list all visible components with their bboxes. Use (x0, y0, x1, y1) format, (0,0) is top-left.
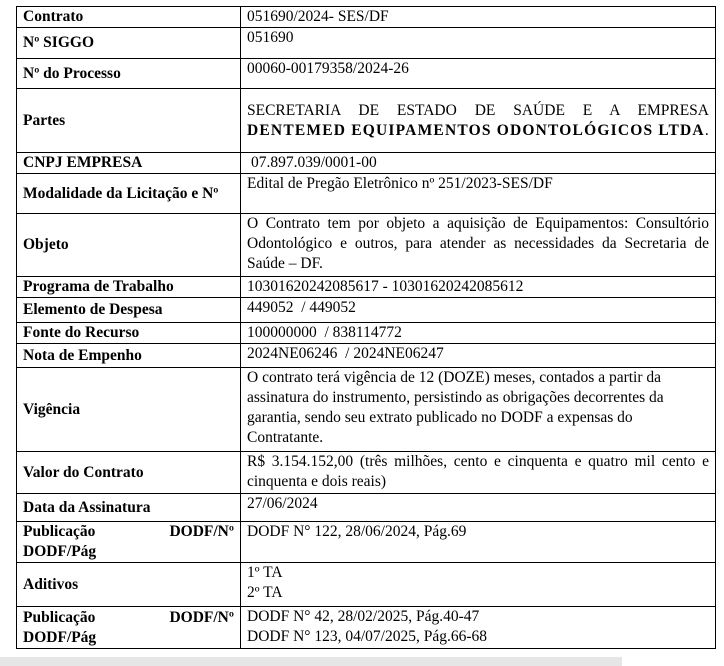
row-aditivos (17, 563, 716, 607)
value-vigencia: O contrato terá vigência de 12 (DOZE) meses, contados a partir da assinatura do instrumento, persistindo as obrigações decorrentes da garantia, sendo seu extrato publicado no DODF a expensas do Contratante. (241, 368, 716, 452)
value-empenho: 2024NE06246 / 2024NE06247 (241, 344, 716, 368)
contract-summary-table (16, 6, 716, 649)
aditivo-1: 1º TA (247, 564, 283, 581)
publicacao-2-value-2: DODF N° 123, 04/07/2025, Pág.66-68 (247, 628, 487, 645)
label-contrato: Contrato (17, 7, 241, 28)
value-objeto: O Contrato tem por objeto a aquisição de Equipamentos: Consultório Odontológico e outros, para atender as necessidades da Secretaria de Saúde – DF. (241, 214, 716, 277)
value-publicacao-1: DODF N° 122, 28/06/2024, Pág.69 (241, 522, 716, 563)
publicacao-1-right: DODF/Nº (169, 523, 234, 540)
value-siggo: 051690 (241, 28, 716, 59)
label-valor: Valor do Contrato (17, 452, 241, 494)
label-partes: Partes (17, 89, 241, 153)
row-valor (17, 452, 716, 494)
aditivo-2: 2º TA (247, 584, 283, 601)
row-elemento (17, 298, 716, 323)
publicacao-2-left: Publicação (23, 608, 96, 626)
value-partes (241, 89, 716, 153)
label-assinatura: Data da Assinatura (17, 494, 241, 522)
label-elemento: Elemento de Despesa (17, 298, 241, 323)
label-empenho: Nota de Empenho (17, 344, 241, 368)
value-fonte: 100000000 / 838114772 (241, 323, 716, 344)
row-partes (17, 89, 716, 153)
row-publicacao-2 (17, 607, 716, 649)
value-valor: R$ 3.154.152,00 (três milhões, cento e cinquenta e quatro mil cento e cinquenta e dois reais) (241, 452, 716, 494)
row-contrato (17, 7, 716, 28)
value-processo: 00060-00179358/2024-26 (241, 59, 716, 89)
value-aditivos (241, 563, 716, 607)
value-assinatura: 27/06/2024 (241, 494, 716, 522)
label-fonte: Fonte do Recurso (17, 323, 241, 344)
label-publicacao-1 (17, 522, 241, 563)
publicacao-1-line2: DODF/Pág (23, 543, 97, 560)
row-programa (17, 277, 716, 298)
row-assinatura (17, 494, 716, 522)
publicacao-2-value-1: DODF N° 42, 28/02/2025, Pág.40-47 (247, 608, 480, 625)
label-programa: Programa de Trabalho (17, 277, 241, 298)
label-processo: Nº do Processo (17, 59, 241, 89)
row-vigencia (17, 368, 716, 452)
value-modalidade: Edital de Pregão Eletrônico nº 251/2023-SES/DF (241, 174, 716, 214)
partes-company: DENTEMED EQUIPAMENTOS ODONTOLÓGICOS LTDA (247, 121, 705, 139)
label-aditivos: Aditivos (17, 563, 241, 607)
label-vigencia: Vigência (17, 368, 241, 452)
publicacao-2-line2: DODF/Pág (23, 628, 97, 646)
label-modalidade: Modalidade da Licitação e Nº (17, 174, 241, 214)
row-cnpj (17, 153, 716, 174)
value-elemento: 449052 / 449052 (241, 298, 716, 323)
page-bottom-strip (0, 657, 622, 666)
label-objeto: Objeto (17, 214, 241, 277)
row-fonte (17, 323, 716, 344)
publicacao-1-left: Publicação (23, 523, 96, 540)
label-siggo: Nº SIGGO (17, 28, 241, 59)
row-processo (17, 59, 716, 89)
label-cnpj: CNPJ EMPRESA (17, 153, 241, 174)
row-objeto (17, 214, 716, 277)
label-publicacao-2 (17, 607, 241, 649)
row-siggo (17, 28, 716, 59)
row-publicacao-1 (17, 522, 716, 563)
value-publicacao-2 (241, 607, 716, 649)
value-cnpj: 07.897.039/0001-00 (241, 153, 716, 174)
value-contrato: 051690/2024- SES/DF (241, 7, 716, 28)
row-modalidade (17, 174, 716, 214)
row-empenho (17, 344, 716, 368)
partes-prefix: SECRETARIA DE ESTADO DE SAÚDE E A EMPRESA (247, 101, 709, 119)
partes-suffix: . (704, 121, 709, 139)
value-programa: 10301620242085617 - 10301620242085612 (241, 277, 716, 298)
publicacao-2-right: DODF/Nº (169, 608, 234, 626)
